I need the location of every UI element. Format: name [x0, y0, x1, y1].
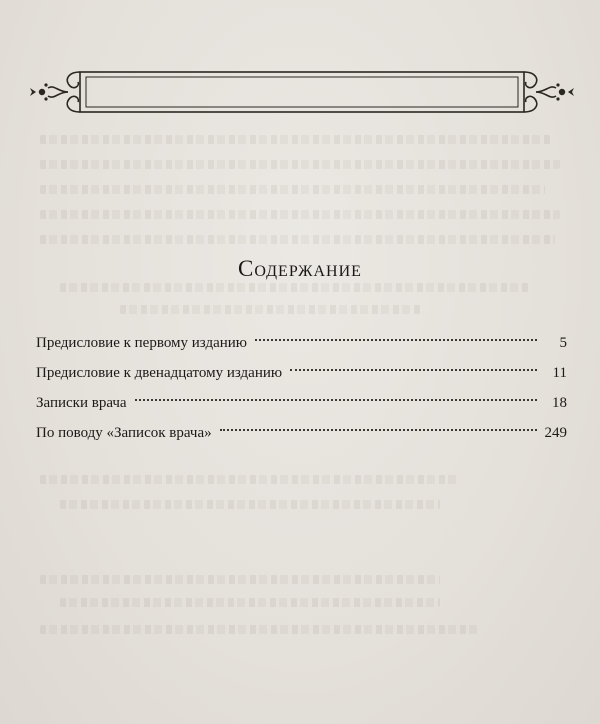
page-title: Содержание — [238, 256, 362, 281]
ornament-frame-icon — [28, 62, 576, 122]
dot-leader — [220, 428, 537, 431]
toc-entry[interactable] — [36, 418, 567, 448]
toc-entry-page: 18 — [552, 395, 567, 411]
toc-entry-title: Записки врача — [36, 395, 127, 411]
toc-entry[interactable] — [36, 358, 567, 388]
toc-entry-page: 11 — [552, 365, 567, 381]
toc-entry-title: Предисловие к двенадцатому изданию — [36, 365, 283, 381]
dot-leader — [135, 398, 537, 401]
table-of-contents — [36, 328, 567, 448]
toc-entry-page: 249 — [544, 425, 567, 441]
toc-entry[interactable] — [36, 328, 567, 358]
toc-entry-title: По поводу «Записок врача» — [36, 425, 212, 441]
toc-entry[interactable] — [36, 388, 567, 418]
toc-entry-page: 5 — [559, 335, 567, 351]
dot-leader — [290, 368, 537, 371]
dot-leader — [255, 338, 537, 341]
toc-entry-title: Предисловие к первому изданию — [36, 335, 248, 351]
